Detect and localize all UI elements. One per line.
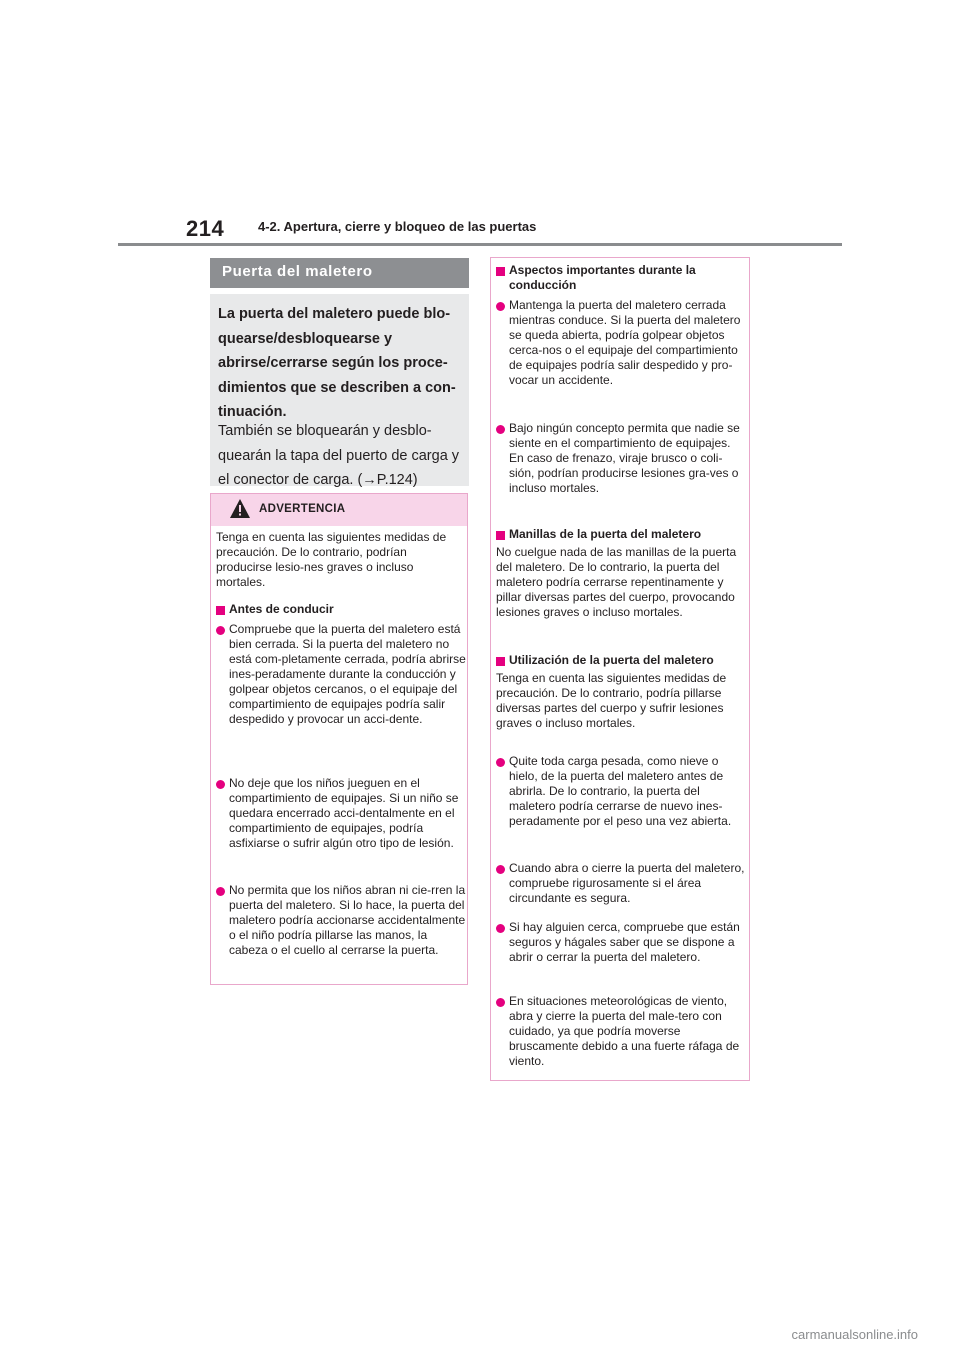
bullet-dot-icon	[496, 758, 505, 767]
intro-bold-text: La puerta del maletero puede blo-quearse/desbloquearse y abrirse/cerrarse según los proce-dimientos que se describen a con-tinuación.	[218, 306, 456, 420]
page-number: 214	[186, 216, 225, 241]
header-rule	[118, 243, 842, 246]
warning-bullet: Compruebe que la puerta del maletero está bien cerrada. Si la puerta del maletero no está com-pletamente cerrada, podría abrirse ines-peradamente durante la conducción y golpear objetos cercanos, o el equipaje del compartimiento de equipajes podría salir despedido y provocar un acci-dente.	[229, 622, 466, 726]
square-bullet-icon	[496, 267, 505, 276]
intro-normal-text: También se bloquearán y desblo-quearán la tapa del puerto de carga y el conector de carga. (→P.124)	[218, 423, 460, 488]
bullet-dot-icon	[216, 626, 225, 635]
right-paragraph-2: No cuelgue nada de las manillas de la puerta del maletero. De lo contrario, la puerta del maletero podría cerrarse repentinamente y pillar diversas partes del cuerpo, provocando lesiones graves o incluso mortales.	[496, 545, 737, 619]
warning-header	[211, 494, 467, 526]
right-bullet: Bajo ningún concepto permita que nadie se siente en el compartimiento de equipajes. En caso de frenazo, viraje brusco o coli-sión, podrían producirse lesiones gra-ves o incluso mortales.	[509, 421, 740, 495]
square-bullet-icon	[496, 657, 505, 666]
warning-heading: Antes de conducir	[229, 602, 334, 616]
right-heading-3: Utilización de la puerta del maletero	[509, 653, 714, 667]
right-bullet: Quite toda carga pesada, como nieve o hielo, de la puerta del maletero antes de abrirla. De lo contrario, la puerta del maletero podría cerrarse de nuevo ines-peradamente por el peso una vez abierta.	[509, 754, 732, 828]
square-bullet-icon	[496, 531, 505, 540]
warning-title: ADVERTENCIA	[259, 503, 346, 515]
bullet-dot-icon	[216, 780, 225, 789]
right-bullet: Mantenga la puerta del maletero cerrada mientras conduce. Si la puerta del maletero se queda abierta, podría golpear objetos cerca-nos o el equipaje del compartimiento de equipajes podría salir despedido y pro-vocar un accidente.	[509, 298, 741, 387]
warning-bullet: No permita que los niños abran ni cie-rren la puerta del maletero. Si lo hace, la puerta del maletero podría accionarse accidentalmente o el niño podría pillarse las manos, la cabeza o el cuello al cerrarse la puerta.	[229, 883, 466, 957]
running-head: 4-2. Apertura, cierre y bloqueo de las puertas	[258, 219, 537, 234]
bullet-dot-icon	[496, 302, 505, 311]
intro-box	[210, 294, 469, 486]
bullet-dot-icon	[496, 425, 505, 434]
section-title-tab	[210, 258, 469, 288]
bullet-dot-icon	[216, 887, 225, 896]
right-bullet: En situaciones meteorológicas de viento, abra y cierre la puerta del male-tero con cuidado, ya que podría moverse bruscamente debido a una fuerte ráfaga de viento.	[509, 994, 740, 1068]
warning-continuation-box	[490, 257, 750, 1081]
warning-triangle-icon	[229, 498, 251, 519]
warning-bullet: No deje que los niños jueguen en el compartimiento de equipajes. Si un niño se quedara encerrado acci-dentalmente en el compartimiento de equipajes, podría asfixiarse o sufrir algún otro tipo de lesión.	[229, 776, 459, 850]
bullet-dot-icon	[496, 998, 505, 1007]
right-bullet: Cuando abra o cierre la puerta del maletero, compruebe rigurosamente si el área circundante es segura.	[509, 861, 745, 905]
bullet-dot-icon	[496, 924, 505, 933]
warning-intro: Tenga en cuenta las siguientes medidas de precaución. De lo contrario, podrían producirse lesio-nes graves o incluso mortales.	[216, 530, 447, 589]
right-paragraph-3: Tenga en cuenta las siguientes medidas de precaución. De lo contrario, podría pillarse diversas partes del cuerpo y sufrir lesiones graves o incluso mortales.	[496, 671, 727, 730]
right-heading-2: Manillas de la puerta del maletero	[509, 527, 702, 541]
right-heading-1: Aspectos importantes durante la conducción	[509, 263, 696, 292]
right-bullet: Si hay alguien cerca, compruebe que están seguros y hágales saber que se dispone a abrir o cerrar la puerta del maletero.	[509, 920, 740, 964]
watermark: carmanualsonline.info	[791, 1327, 918, 1342]
square-bullet-icon	[216, 606, 225, 615]
warning-box	[210, 493, 468, 985]
section-title: Puerta del maletero	[222, 263, 373, 280]
bullet-dot-icon	[496, 865, 505, 874]
